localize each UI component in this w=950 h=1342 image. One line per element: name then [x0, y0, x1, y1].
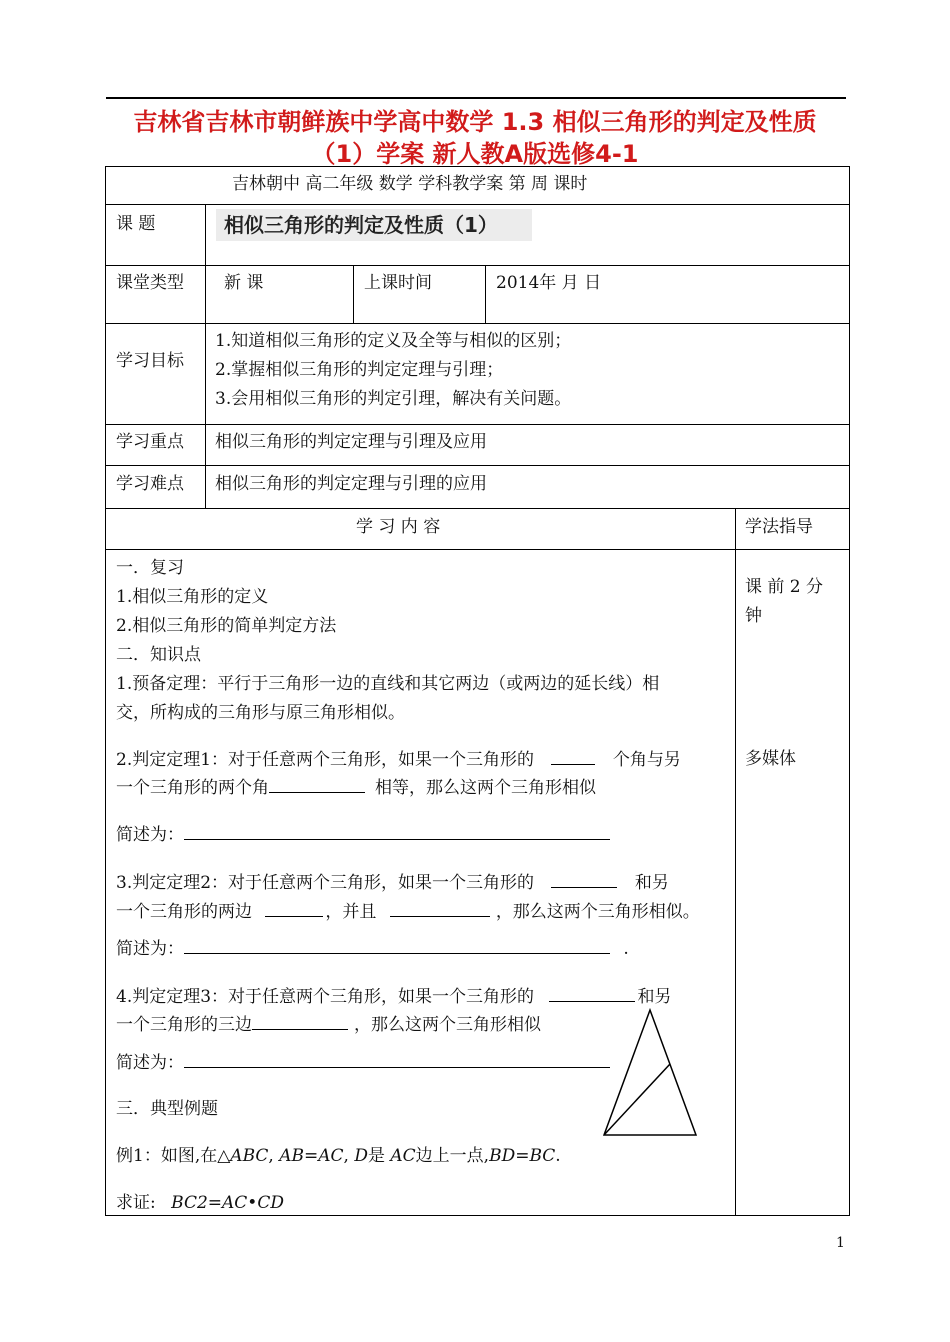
row-divider — [105, 323, 850, 324]
goal-item: 2.掌握相似三角形的判定定理与引理； — [215, 360, 504, 380]
row-divider — [105, 424, 850, 425]
summary-blank[interactable] — [184, 937, 610, 954]
prove-line — [116, 1192, 284, 1214]
theorem1-line — [116, 776, 596, 799]
prep-theorem-line: 交，所构成的三角形与原三角形相似。 — [116, 703, 405, 723]
row-divider — [105, 265, 850, 266]
lesson-topic-title: 相似三角形的判定及性质（1） — [216, 209, 532, 241]
row-divider — [105, 549, 850, 550]
document-title — [100, 106, 850, 170]
example-text: 是 — [367, 1146, 385, 1166]
example-math: AC — [390, 1146, 416, 1166]
theorem2-line — [116, 900, 700, 923]
header-row-text: 吉林朝中 高二年级 数学 学科教学案 第 周 课时 — [232, 174, 588, 194]
topic-label: 课 题 — [116, 214, 156, 234]
title-line-1: 吉林省吉林市朝鲜族中学高中数学 1.3 相似三角形的判定及性质 — [133, 108, 817, 136]
summary-blank[interactable] — [184, 823, 610, 840]
theorem2-line — [116, 871, 669, 894]
example-math: BD=BC — [489, 1146, 556, 1166]
segment-bd — [604, 1064, 670, 1135]
theorem2-text: ，并且 — [325, 902, 377, 922]
summary-blank[interactable] — [184, 1051, 610, 1068]
theorem2-text: 和另 — [634, 873, 669, 893]
theorem1-text: 个角与另 — [612, 750, 681, 770]
theorem3-line — [116, 1013, 541, 1036]
col-divider — [205, 204, 206, 508]
fill-blank[interactable] — [551, 871, 617, 888]
review-item: 1.相似三角形的定义 — [116, 587, 269, 607]
row-divider — [105, 465, 850, 466]
difficulty-value: 相似三角形的判定定理与引理的应用 — [215, 474, 487, 494]
summary-label: 简述为： — [116, 1053, 184, 1073]
fill-blank[interactable] — [549, 985, 635, 1002]
theorem1-text: 一个三角形的两个角 — [116, 778, 269, 798]
class-time-label: 上课时间 — [364, 273, 432, 293]
theorem2-text: 3.判定定理2：对于任意两个三角形，如果一个三角形的 — [116, 873, 535, 893]
guide-preclass: 课 前 2 分 — [745, 577, 824, 597]
col-divider — [485, 265, 486, 323]
summary-line — [116, 1051, 610, 1074]
examples-heading: 三．典型例题 — [116, 1099, 218, 1119]
fill-blank[interactable] — [269, 776, 365, 793]
review-item: 2.相似三角形的简单判定方法 — [116, 616, 337, 636]
col-divider — [353, 265, 354, 323]
key-point-label: 学习重点 — [116, 432, 184, 452]
key-point-value: 相似三角形的判定定理与引理及应用 — [215, 432, 487, 452]
theorem3-text: 一个三角形的三边 — [116, 1015, 252, 1035]
difficulty-label: 学习难点 — [116, 474, 184, 494]
fill-blank[interactable] — [265, 900, 323, 917]
guide-header: 学法指导 — [745, 517, 813, 537]
page-number: 1 — [836, 1235, 845, 1251]
goal-item: 3.会用相似三角形的判定引理，解决有关问题。 — [215, 389, 572, 409]
prep-theorem-line: 1.预备定理：平行于三角形一边的直线和其它两边（或两边的延长线）相 — [116, 674, 660, 694]
theorem3-text: ，那么这两个三角形相似 — [354, 1015, 541, 1035]
example-text: . — [555, 1146, 561, 1166]
guide-preclass: 钟 — [745, 606, 762, 626]
example-1 — [116, 1145, 561, 1167]
knowledge-heading: 二．知识点 — [116, 645, 201, 665]
theorem3-text: 和另 — [637, 987, 672, 1007]
example-text: , — [343, 1146, 349, 1166]
theorem3-line — [116, 985, 671, 1008]
triangle-abc — [604, 1010, 696, 1135]
theorem1-text: 相等，那么这两个三角形相似 — [375, 778, 596, 798]
theorem1-text: 2.判定定理1：对于任意两个三角形，如果一个三角形的 — [116, 750, 535, 770]
fill-blank[interactable] — [551, 748, 595, 765]
content-header: 学 习 内 容 — [356, 517, 441, 537]
period: . — [623, 939, 629, 959]
class-type-value: 新 课 — [224, 273, 264, 293]
example-text: 边上一点, — [415, 1146, 490, 1166]
title-line-2: （1）学案 新人教A版选修4-1 — [311, 140, 639, 168]
fill-blank[interactable] — [390, 900, 490, 917]
col-divider — [735, 508, 736, 1216]
summary-label: 简述为： — [116, 825, 184, 845]
review-heading: 一．复习 — [116, 558, 184, 578]
example-text: , — [268, 1146, 274, 1166]
summary-line — [116, 937, 629, 960]
row-divider — [105, 204, 850, 205]
goals-label: 学习目标 — [116, 351, 184, 371]
theorem3-text: 4.判定定理3：对于任意两个三角形，如果一个三角形的 — [116, 987, 535, 1007]
prove-expression: BC2=AC•CD — [171, 1193, 284, 1213]
fill-blank[interactable] — [252, 1013, 348, 1030]
class-type-label: 课堂类型 — [116, 273, 184, 293]
theorem2-text: ，那么这两个三角形相似。 — [495, 902, 700, 922]
top-rule — [106, 97, 846, 99]
guide-media: 多媒体 — [745, 749, 796, 769]
example-math: AB=AC — [279, 1146, 344, 1166]
example-math: ABC — [230, 1146, 269, 1166]
summary-line — [116, 823, 610, 846]
class-date-value: 2014年 月 日 — [496, 273, 602, 293]
row-divider — [105, 508, 850, 509]
prove-label: 求证: — [116, 1193, 156, 1213]
example-math: D — [354, 1146, 368, 1166]
triangle-figure — [598, 1006, 702, 1138]
example-text: 例1：如图,在△ — [116, 1146, 231, 1166]
theorem1-line — [116, 748, 681, 771]
summary-label: 简述为： — [116, 939, 184, 959]
goal-item: 1.知道相似三角形的定义及全等与相似的区别； — [215, 331, 572, 351]
theorem2-text: 一个三角形的两边 — [116, 902, 252, 922]
